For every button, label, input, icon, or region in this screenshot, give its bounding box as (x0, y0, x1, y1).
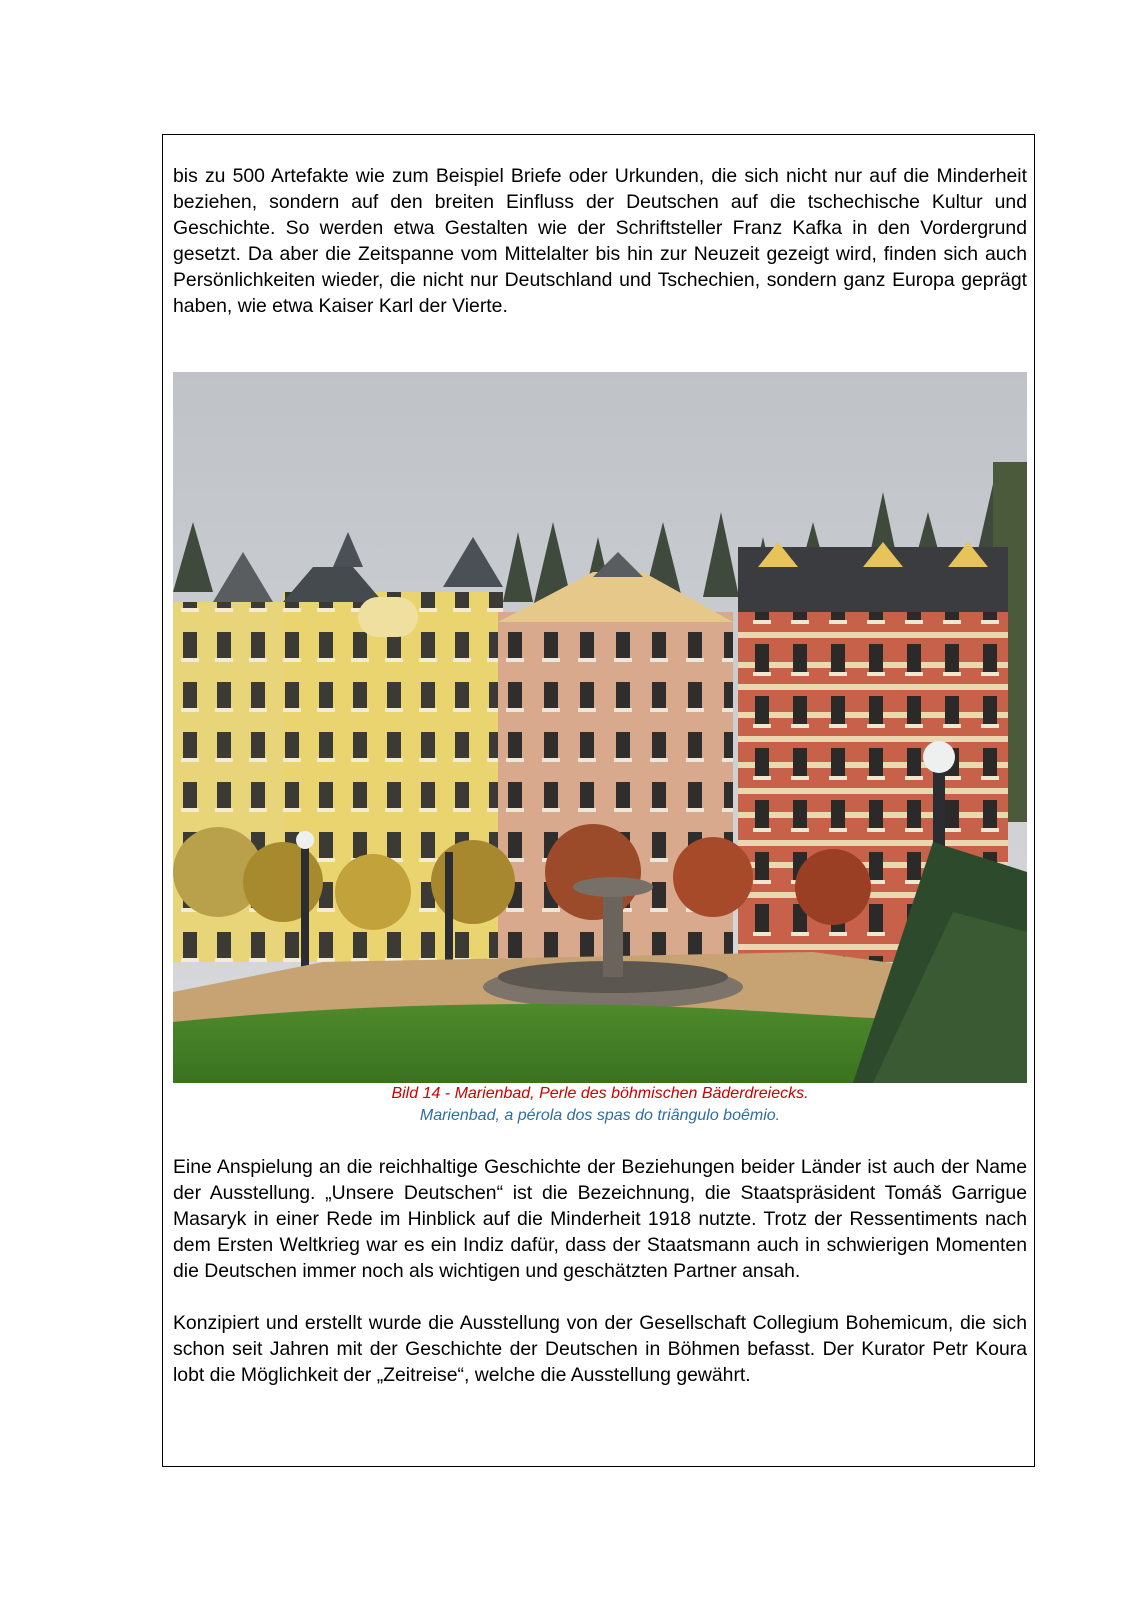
body-paragraph-1: bis zu 500 Artefakte wie zum Beispiel Briefe oder Urkunden, die sich nicht nur auf die Minderheit beziehen, sondern auf den breiten Einfluss der Deutschen auf die tschechische Kultur und Geschichte. So werden etwa Gestalten wie der Schriftsteller Franz Kafka in den Vordergrund gesetzt. Da aber die Zeitspanne vom Mittelalter bis hin zur Neuzeit gezeigt wird, finden sich auch Persönlichkeiten wieder, die nicht nur Deutschland und Tschechien, sondern ganz Europa geprägt haben, wie etwa Kaiser Karl der Vierte. (173, 165, 1027, 317)
figure-caption-portuguese: Marienbad, a pérola dos spas do triângulo boêmio. (419, 1107, 781, 1124)
marienbad-photo (173, 372, 1027, 1083)
figure-caption-german: Bild 14 - Marienbad, Perle des böhmischen Bäderdreiecks. (391, 1085, 809, 1102)
body-paragraph-2: Eine Anspielung an die reichhaltige Geschichte der Beziehungen beider Länder ist auch der Name der Ausstellung. „Unsere Deutschen“ ist die Bezeichnung, die Staatspräsident Tomáš Garrigue Masaryk in einer Rede im Hinblick auf die Minderheit 1918 nutzte. Trotz der Ressentiments nach dem Ersten Weltkrieg war es ein Indiz dafür, dass der Staatsmann auch in schwierigen Momenten die Deutschen immer noch als wichtigen und geschätzten Partner ansah. (173, 1156, 1027, 1282)
body-paragraph-3: Konzipiert und erstellt wurde die Ausstellung von der Gesellschaft Collegium Bohemicum, die sich schon seit Jahren mit der Geschichte der Deutschen in Böhmen befasst. Der Kurator Petr Koura lobt die Möglichkeit der „Zeitreise“, welche die Ausstellung gewährt. (173, 1312, 1027, 1386)
